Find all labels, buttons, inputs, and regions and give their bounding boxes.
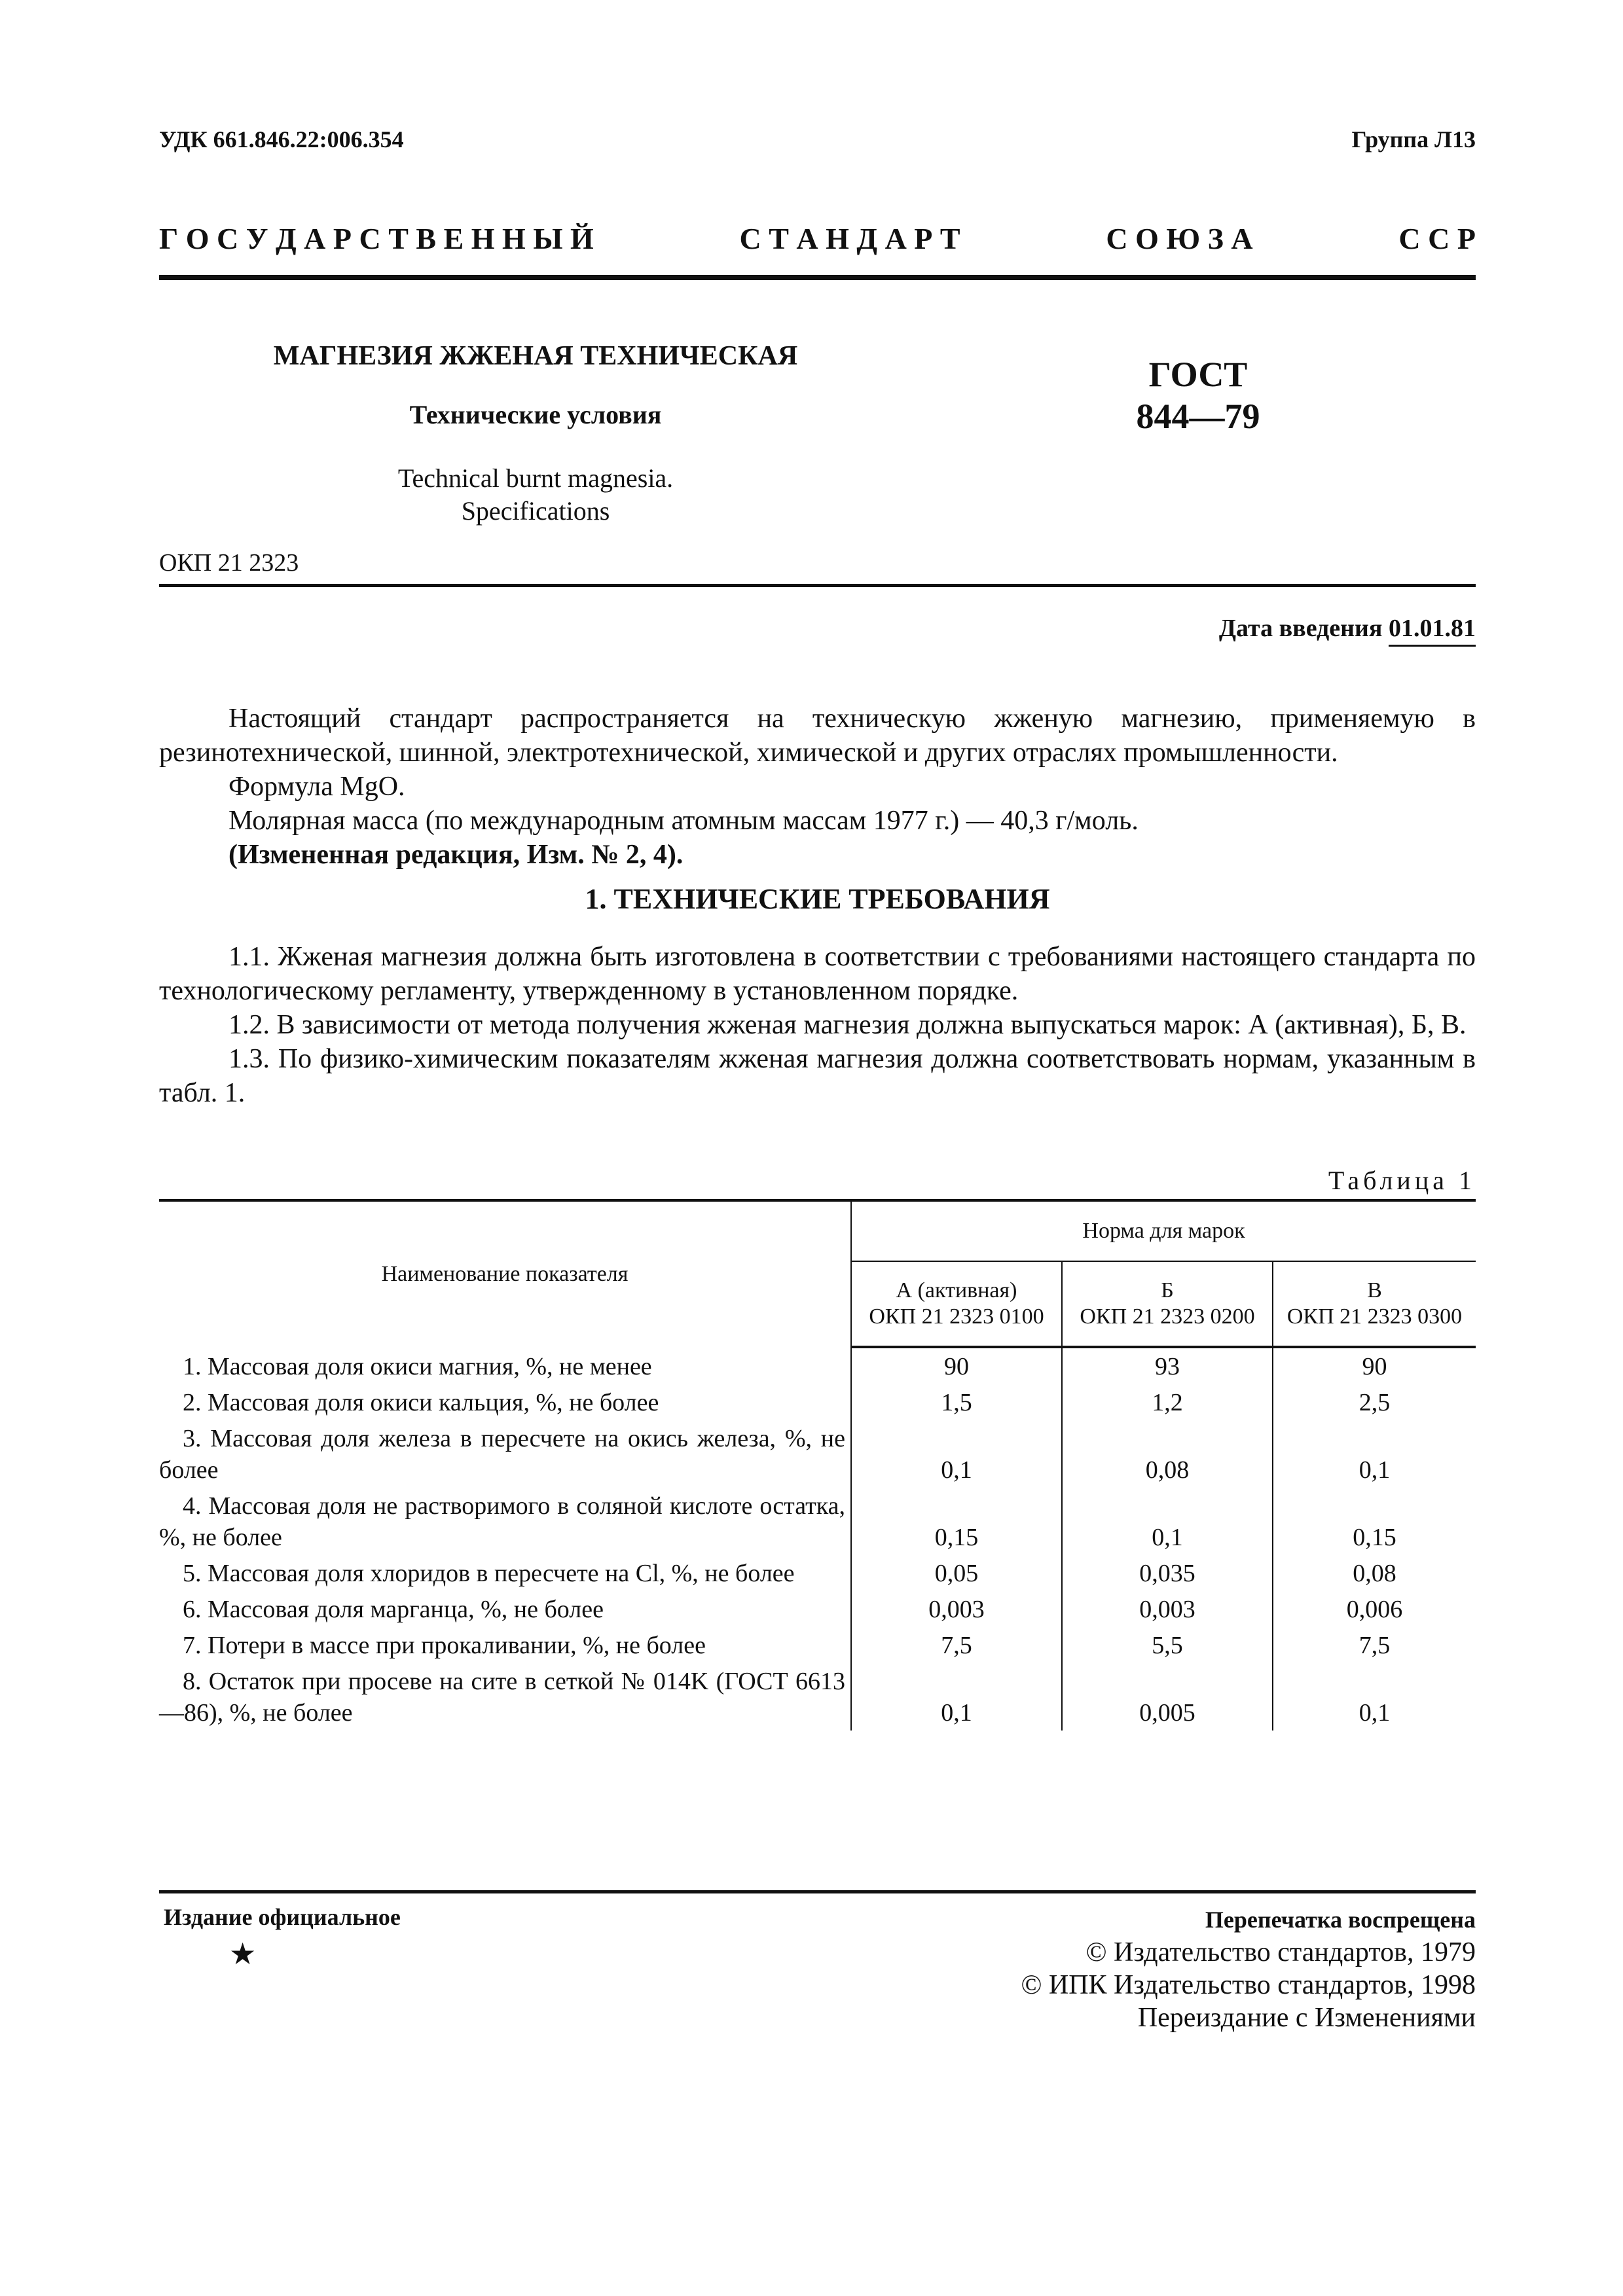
star-icon: ★ xyxy=(229,1937,257,1971)
norm-grade-a: 7,5 xyxy=(851,1627,1062,1663)
norm-grade-a: 1,5 xyxy=(851,1384,1062,1420)
table-row xyxy=(159,1384,1476,1420)
grade-header-b xyxy=(1062,1261,1273,1347)
group-code: Группа Л13 xyxy=(1351,126,1476,152)
section-title: 1. ТЕХНИЧЕСКИЕ ТРЕБОВАНИЯ xyxy=(585,883,1050,915)
norm-grade-a: 90 xyxy=(851,1347,1062,1384)
grade-okp: ОКП 21 2323 0200 xyxy=(1080,1304,1255,1329)
norm-grade-c: 2,5 xyxy=(1359,1389,1391,1416)
norm-grade-b: 0,003 xyxy=(1062,1591,1273,1627)
english-title-line: Specifications xyxy=(461,496,610,526)
document-title: МАГНЕЗИЯ ЖЖЕНАЯ ТЕХНИЧЕСКАЯ xyxy=(273,341,798,371)
gost-number xyxy=(1074,353,1322,437)
gost-label: ГОСТ xyxy=(1148,355,1248,394)
norm-grade-b: 0,08 xyxy=(1062,1420,1273,1488)
grade-name: А (активная) xyxy=(896,1278,1017,1302)
gost-code: 844—79 xyxy=(1136,397,1260,436)
grade-header-c xyxy=(1273,1261,1476,1347)
grade-okp: ОКП 21 2323 0100 xyxy=(869,1304,1044,1329)
table-caption: Таблица 1 xyxy=(1328,1166,1476,1195)
document-subtitle: Технические условия xyxy=(409,400,662,429)
intro-paragraph: Настоящий стандарт распространяется на техническую жженую магнезию, применяемую в резинотехнической, шинной, электротехнической, химической и других отраслях промышленности. xyxy=(159,704,1476,768)
amendment-note: (Измененная редакция, Изм. № 2, 4). xyxy=(228,840,684,870)
date-value: 01.01.81 xyxy=(1389,615,1476,647)
norm-grade-c: 0,1 xyxy=(1359,1456,1391,1484)
norm-grade-c: 7,5 xyxy=(1359,1632,1391,1659)
indicator-name: 8. Остаток при просеве на сите в сеткой № 014K (ГОСТ 6613—86), %, не более xyxy=(159,1663,851,1731)
norms-table xyxy=(159,1199,1476,1731)
column-header-group: Норма для марок xyxy=(851,1200,1476,1261)
norm-grade-b: 0,1 xyxy=(1062,1488,1273,1555)
indicator-name: 6. Массовая доля марганца, %, не более xyxy=(159,1591,851,1627)
indicator-name: 5. Массовая доля хлоридов в пересчете на Cl, %, не более xyxy=(159,1555,851,1591)
footer-rule xyxy=(159,1890,1476,1893)
okp-code: ОКП 21 2323 xyxy=(159,549,299,577)
official-edition: Издание официальное xyxy=(164,1904,401,1930)
english-title xyxy=(159,462,912,528)
norm-grade-c: 90 xyxy=(1362,1353,1387,1380)
udk-code: УДК 661.846.22:006.354 xyxy=(159,126,404,152)
norm-grade-c: 0,006 xyxy=(1346,1596,1403,1623)
section-text xyxy=(159,940,1476,1110)
norm-grade-c: 0,08 xyxy=(1353,1560,1396,1587)
indicator-name: 2. Массовая доля окиси кальция, %, не более xyxy=(159,1384,851,1420)
indicator-name: 4. Массовая доля не растворимого в соляной кислоте остатка, %, не более xyxy=(159,1488,851,1555)
reprint-notice: Перепечатка воспрещена xyxy=(1205,1907,1476,1933)
header-rule xyxy=(159,275,1476,280)
clause-1-3: 1.3. По физико-химическим показателям жженая магнезия должна соответствовать нормам, указанным в табл. 1. xyxy=(159,1044,1476,1108)
molar-mass-paragraph: Молярная масса (по международным атомным массам 1977 г.) — 40,3 г/моль. xyxy=(228,806,1139,836)
grade-name: Б xyxy=(1161,1278,1174,1302)
formula-paragraph: Формула MgO. xyxy=(228,772,405,802)
grade-okp: ОКП 21 2323 0300 xyxy=(1286,1304,1463,1329)
grade-name: В xyxy=(1367,1278,1382,1302)
clause-1-2: 1.2. В зависимости от метода получения жженая магнезия должна выпускаться марок: А (активная), Б, В. xyxy=(228,1010,1467,1040)
table-row xyxy=(159,1627,1476,1663)
table-row xyxy=(159,1488,1476,1555)
table-row xyxy=(159,1347,1476,1384)
norm-grade-b: 5,5 xyxy=(1062,1627,1273,1663)
banner-word: С Т А Н Д А Р Т xyxy=(739,222,960,255)
norm-grade-a: 0,1 xyxy=(851,1663,1062,1731)
banner-word: Г О С У Д А Р С Т В Е Н Н Ы Й xyxy=(159,222,594,255)
grade-header-a xyxy=(851,1261,1062,1347)
norm-grade-a: 0,05 xyxy=(851,1555,1062,1591)
copyright-line: © Издательство стандартов, 1979 xyxy=(1085,1937,1476,1967)
table-row xyxy=(159,1555,1476,1591)
state-standard-banner xyxy=(159,221,1476,256)
norm-grade-a: 0,003 xyxy=(851,1591,1062,1627)
norm-grade-a: 0,1 xyxy=(851,1420,1062,1488)
banner-word: С С Р xyxy=(1398,222,1476,255)
copyright-block xyxy=(1021,1903,1476,2034)
date-label: Дата введения xyxy=(1218,615,1383,642)
indicator-name: 1. Массовая доля окиси магния, %, не менее xyxy=(159,1347,851,1384)
title-rule xyxy=(159,584,1476,587)
norm-grade-b: 0,035 xyxy=(1062,1555,1273,1591)
column-header-name: Наименование показателя xyxy=(159,1200,851,1347)
indicator-name: 7. Потери в массе при прокаливании, %, не более xyxy=(159,1627,851,1663)
intro-text xyxy=(159,702,1476,872)
indicator-name: 3. Массовая доля железа в пересчете на окись железа, %, не более xyxy=(159,1420,851,1488)
copyright-line: © ИПК Издательство стандартов, 1998 xyxy=(1021,1970,1476,2000)
norm-grade-b: 0,005 xyxy=(1062,1663,1273,1731)
norm-grade-a: 0,15 xyxy=(851,1488,1062,1555)
english-title-line: Technical burnt magnesia. xyxy=(397,463,674,493)
introduction-date xyxy=(1219,614,1476,643)
table-row xyxy=(159,1420,1476,1488)
norm-grade-b: 1,2 xyxy=(1062,1384,1273,1420)
reissue-note: Переиздание с Изменениями xyxy=(1137,2003,1476,2033)
table-row xyxy=(159,1591,1476,1627)
norm-grade-b: 93 xyxy=(1062,1347,1273,1384)
banner-word: С О Ю З А xyxy=(1106,222,1253,255)
clause-1-1: 1.1. Жженая магнезия должна быть изготовлена в соответствии с требованиями настоящего стандарта по технологическому регламенту, утвержденному в установленном порядке. xyxy=(159,942,1476,1006)
norm-grade-c: 0,15 xyxy=(1353,1524,1396,1551)
table-row xyxy=(159,1663,1476,1731)
norm-grade-c: 0,1 xyxy=(1359,1699,1391,1727)
